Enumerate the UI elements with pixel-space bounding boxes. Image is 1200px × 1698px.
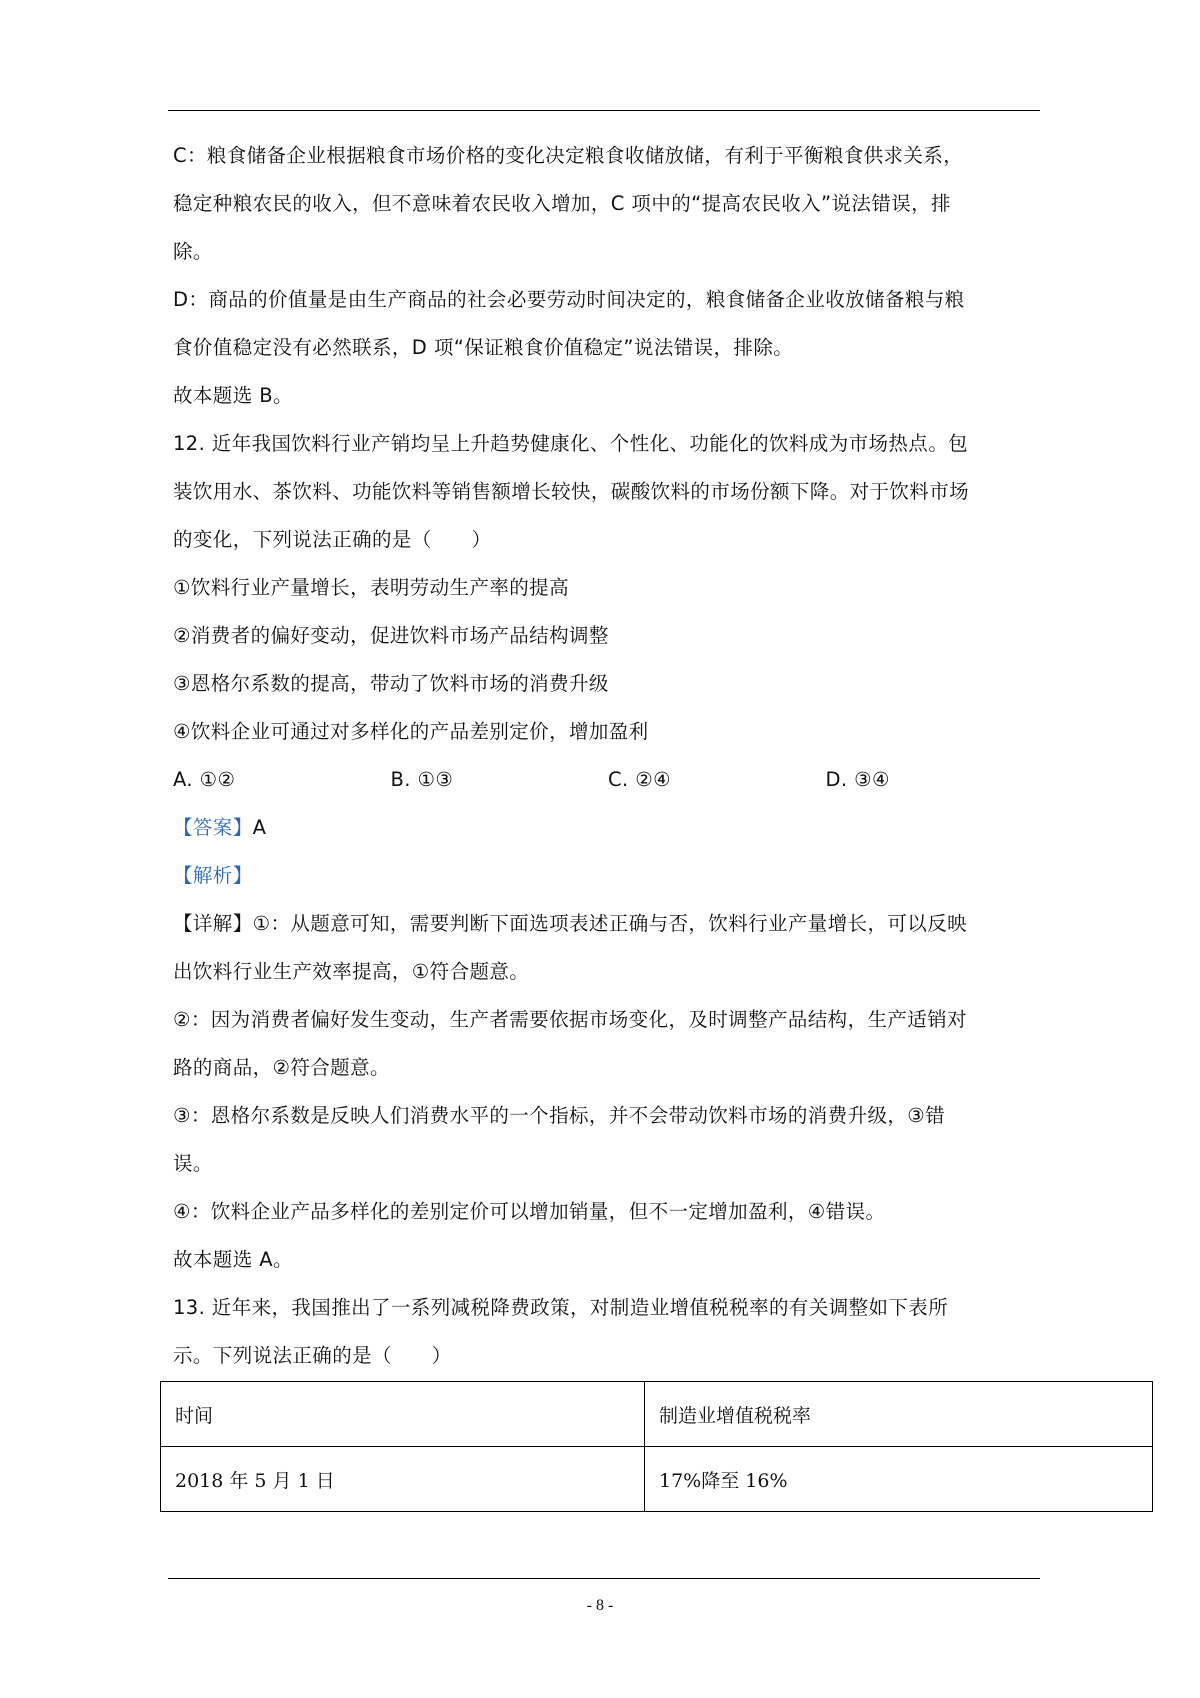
table-cell: 2018 年 5 月 1 日 xyxy=(161,1447,645,1512)
header-rule xyxy=(168,110,1040,111)
text-line: ②：因为消费者偏好发生变动，生产者需要依据市场变化，及时调整产品结构，生产适销对 xyxy=(173,1008,967,1031)
table-header-row xyxy=(161,1382,1153,1447)
table-header-cell: 制造业增值税税率 xyxy=(645,1382,1153,1447)
statement-3: ③恩格尔系数的提高，带动了饮料市场的消费升级 xyxy=(173,672,609,695)
analysis-line xyxy=(173,864,1043,888)
text-line: C：粮食储备企业根据粮食市场价格的变化决定粮食收储放储，有利于平衡粮食供求关系， xyxy=(173,144,964,167)
detail-line xyxy=(173,912,1043,936)
answer-line xyxy=(173,816,1043,840)
text-line: ④：饮料企业产品多样化的差别定价可以增加销量，但不一定增加盈利，④错误。 xyxy=(173,1200,886,1223)
question-13-line: 13. 近年来，我国推出了一系列减税降费政策，对制造业增值税税率的有关调整如下表所 xyxy=(173,1296,949,1319)
option-b: B. ①③ xyxy=(390,768,454,791)
question-12-line: 装饮用水、茶饮料、功能饮料等销售额增长较快，碳酸饮料的市场份额下降。对于饮料市场 xyxy=(173,480,970,503)
option-a: A. ①② xyxy=(173,768,236,791)
tax-rate-table xyxy=(160,1381,1153,1512)
question-12-line: 的变化，下列说法正确的是（ ） xyxy=(173,528,492,551)
table-header-cell: 时间 xyxy=(161,1382,645,1447)
answer-tag: 【答案】 xyxy=(173,816,253,839)
answer-value: A xyxy=(252,816,267,839)
analysis-tag: 【解析】 xyxy=(173,864,253,887)
option-c: C. ②④ xyxy=(608,768,671,791)
text-line: 故本题选 A。 xyxy=(173,1248,293,1271)
text-line: 故本题选 B。 xyxy=(173,384,293,407)
answer-options xyxy=(173,768,1043,792)
detail-text: ①：从题意可知，需要判断下面选项表述正确与否，饮料行业产量增长，可以反映 xyxy=(252,912,967,935)
detail-tag: 【详解】 xyxy=(173,912,253,935)
document-body xyxy=(173,144,1043,1392)
option-d: D. ③④ xyxy=(825,768,890,791)
table-row xyxy=(161,1447,1153,1512)
statement-2: ②消费者的偏好变动，促进饮料市场产品结构调整 xyxy=(173,624,609,647)
footer-rule xyxy=(168,1578,1040,1579)
text-line: 路的商品，②符合题意。 xyxy=(173,1056,390,1079)
text-line: 误。 xyxy=(173,1152,213,1175)
text-line: 稳定种粮农民的收入，但不意味着农民收入增加，C 项中的“提高农民收入”说法错误，排 xyxy=(173,192,951,215)
table-cell: 17%降至 16% xyxy=(645,1447,1153,1512)
text-line: 除。 xyxy=(173,240,213,263)
question-13-line: 示。下列说法正确的是（ ） xyxy=(173,1344,452,1367)
question-12-line: 12. 近年我国饮料行业产销均呈上升趋势健康化、个性化、功能化的饮料成为市场热点。包 xyxy=(173,432,969,455)
statement-1: ①饮料行业产量增长，表明劳动生产率的提高 xyxy=(173,576,569,599)
statement-4: ④饮料企业可通过对多样化的产品差别定价，增加盈利 xyxy=(173,720,649,743)
page-number: - 8 - xyxy=(586,1597,614,1614)
text-line: 出饮料行业生产效率提高，①符合题意。 xyxy=(173,960,530,983)
text-line: 食价值稳定没有必然联系，D 项“保证粮食价值稳定”说法错误，排除。 xyxy=(173,336,794,359)
text-line: D：商品的价值量是由生产商品的社会必要劳动时间决定的，粮食储备企业收放储备粮与粮 xyxy=(173,288,965,311)
text-line: ③：恩格尔系数是反映人们消费水平的一个指标，并不会带动饮料市场的消费升级，③错 xyxy=(173,1104,946,1127)
